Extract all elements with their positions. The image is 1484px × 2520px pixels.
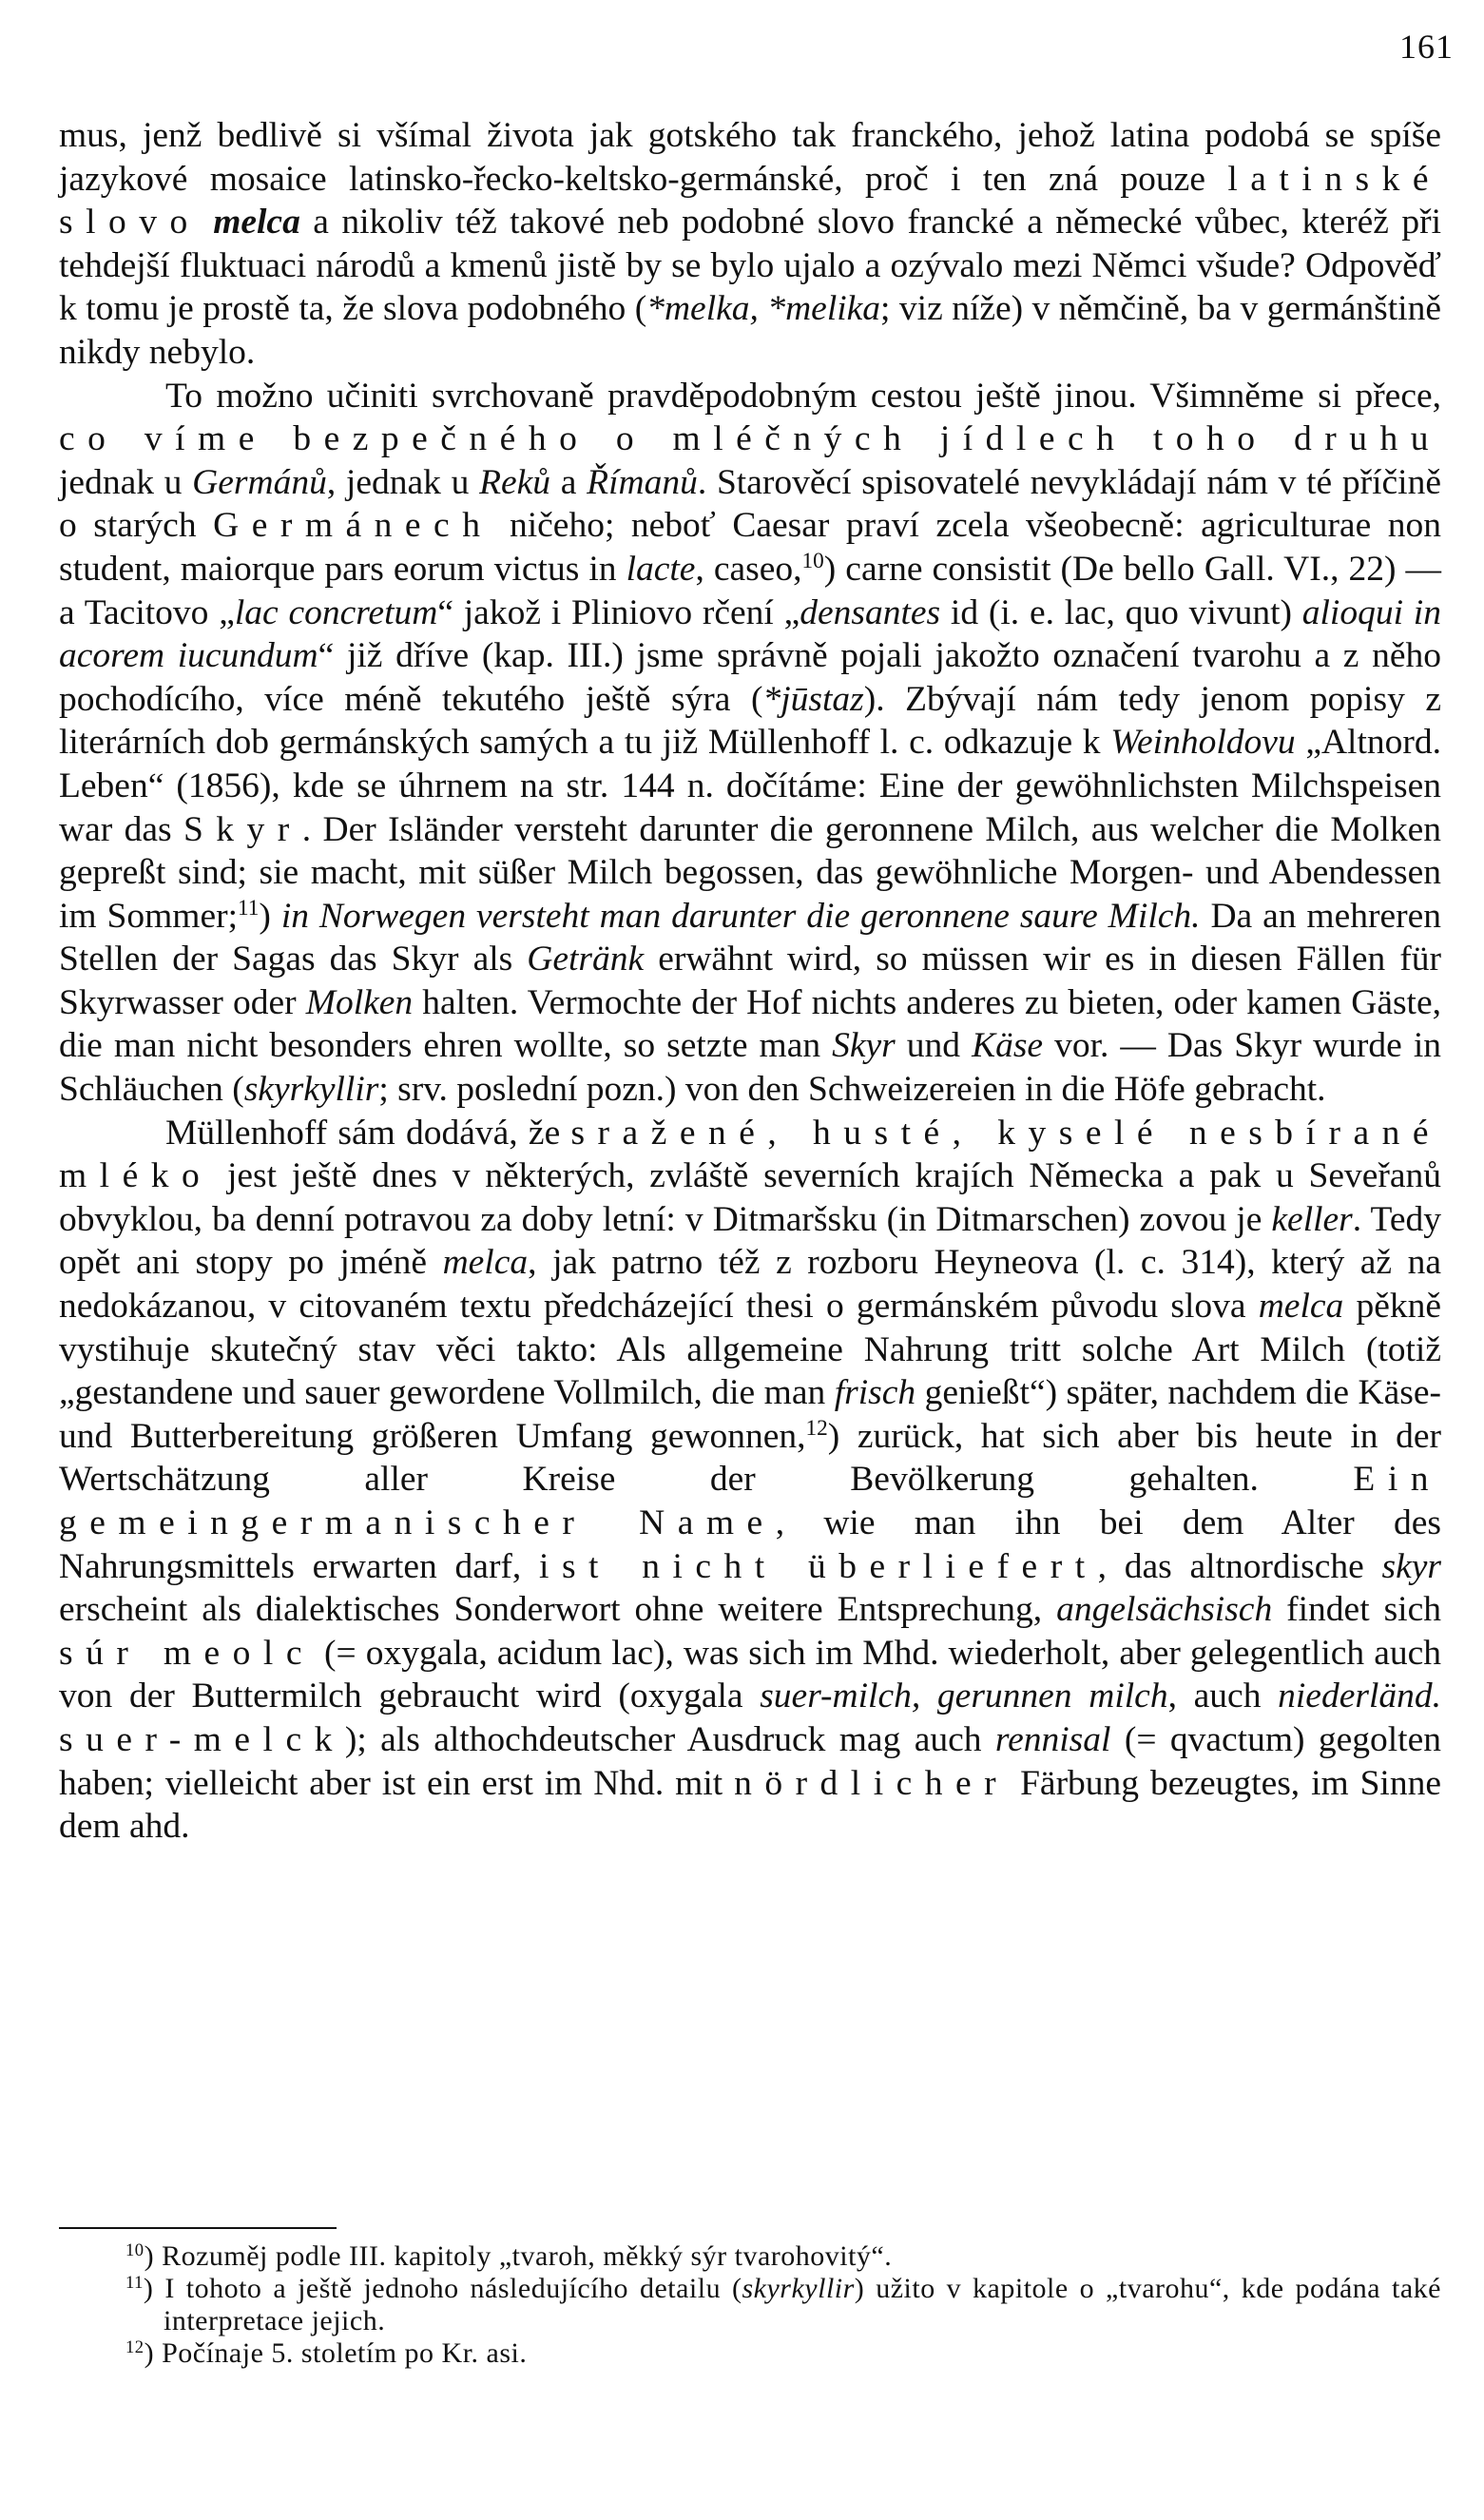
- text-run: [201, 203, 213, 242]
- text-run: ; viz níže) v němčině, ba v germánštině nikdy nebylo.: [59, 289, 1441, 372]
- footnote-text: ) Počínaje 5. stoletím po Kr. asi.: [144, 2337, 528, 2369]
- italic-text: Weinholdovu: [1110, 723, 1296, 763]
- text-run: , wie man ihn bei dem Alter des Nahrungsmittels erwarten darf,: [59, 1503, 1441, 1586]
- text-run: vor. — Das Skyr wurde in Schläuchen (: [59, 1026, 1442, 1110]
- italic-text: angelsächsisch: [1056, 1590, 1273, 1630]
- italic-text: skyr: [1381, 1546, 1441, 1586]
- italic-text: suer-milch, gerunnen milch: [760, 1677, 1168, 1716]
- text-run: ; srv. poslední pozn.) von den Schweizereien in die Höfe gebracht.: [378, 1070, 1326, 1110]
- italic-text: Getränk: [527, 940, 645, 979]
- italic-text: niederländ.: [1278, 1677, 1441, 1716]
- italic-text: Molken: [305, 982, 414, 1022]
- text-run: findet sich: [1272, 1590, 1441, 1630]
- italic-text: Germánů: [192, 462, 327, 502]
- text-run: a: [550, 462, 588, 502]
- italic-text: alioqui in acorem iucundum: [59, 592, 1441, 676]
- italic-text: skyrkyllir: [243, 1070, 379, 1110]
- text-run: ); als althochdeutscher Ausdruck mag auch: [344, 1719, 995, 1759]
- text-run: . Tedy opět ani stopy po jméně: [59, 1199, 1441, 1283]
- footnote-marker: 11: [125, 2272, 144, 2293]
- spaced-text: latinské slovo: [59, 159, 1441, 242]
- spaced-text: suer-melck: [59, 1719, 345, 1759]
- italic-text: lacte: [626, 549, 696, 589]
- text-run: “ již dříve (kap. III.) jsme správně pojali jakožto označení tvarohu a z něho pochodícího, více méně tekutého ještě sýra (: [59, 636, 1441, 719]
- italic-text: Käse: [972, 1026, 1044, 1066]
- italic-text: rennisal: [994, 1719, 1111, 1759]
- italic-text: Skyr: [832, 1026, 896, 1066]
- text-run: , auch: [1167, 1677, 1279, 1716]
- footnote-10: [59, 2240, 1441, 2273]
- italic-text: melca: [1258, 1287, 1344, 1327]
- page-number: 161: [1399, 28, 1454, 66]
- italic-text: melca: [442, 1243, 529, 1283]
- italic-text: frisch: [834, 1373, 916, 1413]
- text-run: id (i. e. lac, quo vivunt): [940, 592, 1302, 632]
- footnote-ref[interactable]: 11: [238, 895, 260, 921]
- text-run: pěkně vystihuje skutečný stav věci takto: Als allgemeine Nahrung tritt solche Art Milch (totiž „gestandene und sauer gewordene Vollmilch, die man: [59, 1287, 1441, 1413]
- text-run: (= qvactum) gegolten haben; vielleicht aber ist ein erst im Nhd. mit: [59, 1719, 1441, 1803]
- footnote-ref[interactable]: 12: [805, 1416, 828, 1442]
- text-run: ): [259, 896, 281, 936]
- paragraph-1: [59, 114, 1441, 375]
- spaced-text: Germánech: [213, 506, 493, 546]
- text-run: . Der Isländer versteht darunter die geronnene Milch, aus welcher die Molken gepreßt sind; sie macht, mit süßer Milch begossen, das gewöhnliche Morgen- und Abendessen im Sommer;: [59, 809, 1441, 936]
- text-run: , caseo,: [695, 549, 802, 589]
- text-run: To možno učiniti svrchovaně pravděpodobným cestou ještě jinou. Všimněme si přece,: [165, 376, 1441, 416]
- italic-text: keller: [1271, 1199, 1353, 1239]
- text-run: halten. Vermochte der Hof nichts anderes zu bieten, oder kamen Gäste, die man nicht besonders ehren wollte, so setzte man: [59, 982, 1441, 1066]
- text-run: Da an mehreren Stellen der Sagas das Skyr als: [59, 896, 1441, 979]
- text-run: Müllenhoff sám dodává, že: [165, 1113, 571, 1153]
- spaced-text: sražené, husté, kyselé nesbírané mléko: [59, 1113, 1441, 1196]
- italic-text: in Norwegen versteht man darunter die geronnene saure Milch.: [280, 896, 1201, 936]
- spaced-text: súr meolc: [59, 1633, 315, 1673]
- text-run: ) zurück, hat sich aber bis heute in der Wertschätzung aller Kreise der Bevölkerung gehalten.: [59, 1416, 1441, 1500]
- footnote-marker: 10: [125, 2239, 145, 2260]
- footnote-text: ) I tohoto a ještě jednoho následujícího detailu (: [143, 2273, 742, 2304]
- text-run: mus, jenž bedlivě si všímal života jak gotského tak franckého, jehož latina podobá se spíše jazykové mosaice latinsko-řecko-keltsko-germánské, proč i ten zná pouze: [59, 116, 1441, 199]
- spaced-text: Ein gemeingermanischer Name: [59, 1460, 1441, 1542]
- italic-text: Reků: [479, 462, 551, 502]
- text-run: , das altnordische: [1097, 1546, 1382, 1586]
- text-run: a nikoliv též takové neb podobné slovo francké a německé vůbec, kteréž při tehdejší fluktuaci národů a kmenů jistě by se bylo ujalo a ozývalo mezi Němci všude? Odpověď k tomu je prostě ta, že slova podobného (: [59, 203, 1442, 329]
- text-run: genießt“) später, nachdem die Käse- und Butterbereitung größeren Umfang gewonnen,: [59, 1373, 1441, 1456]
- italic-text: melca: [213, 203, 300, 242]
- text-run: (= oxygala, acidum lac), was sich im Mhd. wiederholt, aber gelegentlich auch von der Buttermilch gebraucht wird (oxygala: [59, 1633, 1441, 1716]
- footnote-text: ) Rozuměj podle III. kapitoly „tvaroh, měkký sýr tvarohovitý“.: [144, 2240, 893, 2272]
- text-run: ) carne consistit (De bello Gall. VI., 22) — a Tacitovo „: [59, 549, 1441, 632]
- text-run: jest ještě dnes v některých, zvláště severních krajích Německa a pak u Seveřanů obvyklou, ba denní potravou za doby letní: v Ditmaršsku (in Ditmarschen) zovou je: [59, 1156, 1441, 1239]
- footnote-12: [59, 2337, 1441, 2370]
- footnote-ref[interactable]: 10: [801, 549, 824, 574]
- text-run: „Altnord. Leben“ (1856), kde se úhrnem na str. 144 n. dočítáme: Eine der gewöhnlichsten Milchspeisen war das: [59, 723, 1441, 849]
- text-run: , jednak u: [326, 462, 480, 502]
- text-run: und: [895, 1026, 973, 1066]
- text-run: “ jakož i Pliniovo rčení „: [437, 592, 800, 632]
- text-run: erscheint als dialektisches Sonderwort ohne weitere Entsprechung,: [59, 1590, 1057, 1630]
- text-run: ). Zbývají nám tedy jenom popisy z literárních dob germánských samých a tu již Müllenhoff l. c. odkazuje k: [59, 679, 1441, 763]
- text-run: jednak u: [59, 462, 193, 502]
- body-text: [59, 114, 1441, 1849]
- spaced-text: nördlicher: [734, 1763, 1010, 1803]
- footnote-marker: 12: [125, 2336, 145, 2357]
- footnotes: [59, 2240, 1441, 2370]
- italic-text: *melka, *melika: [646, 289, 881, 329]
- spaced-text: ist nicht überliefert: [539, 1546, 1098, 1586]
- footnote-text: ) užito v kapitole o „tvarohu“, kde podána také interpretace jejich.: [164, 2273, 1441, 2336]
- paragraph-3: [59, 1112, 1441, 1849]
- text-run: , jak patrno též z rozboru Heyneova (l. c. 314), který až na nedokázanou, v citovaném textu předcházející thesi o germánském původu slova: [59, 1243, 1441, 1327]
- paragraph-2: [59, 375, 1441, 1112]
- italic-text: densantes: [800, 592, 941, 632]
- spaced-text: co víme bezpečného o mléčných jídlech toho druhu: [59, 419, 1441, 459]
- footnote-rule: [59, 2227, 337, 2229]
- italic-text: lac concretum: [234, 592, 438, 632]
- italic-text: Římanů: [587, 462, 698, 502]
- italic-text: *jūstaz: [762, 679, 864, 719]
- spaced-text: Skyr: [183, 809, 302, 849]
- footnote-11: [59, 2273, 1441, 2337]
- text-run: . Starověcí spisovatelé nevykládají nám v té příčině o starých: [59, 462, 1441, 546]
- text-run: Färbung bezeugtes, im Sinne dem ahd.: [59, 1763, 1441, 1847]
- text-run: ničeho; neboť Caesar praví zcela všeobecně: agriculturae non student, maiorque pars eorum victus in: [59, 506, 1442, 589]
- italic-text: skyrkyllir: [742, 2273, 855, 2304]
- text-run: erwähnt wird, so müssen wir es in diesen Fällen für Skyrwasser oder: [59, 940, 1441, 1022]
